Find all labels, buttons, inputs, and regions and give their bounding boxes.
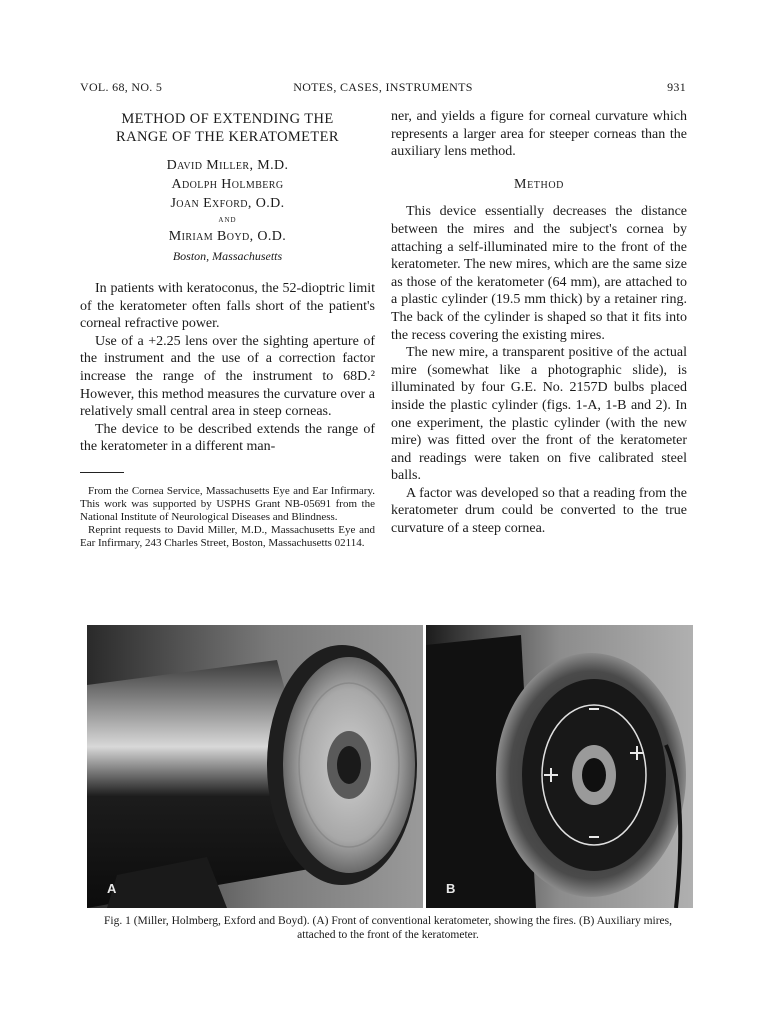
volume-number: VOL. 68, NO. 5 — [80, 80, 163, 94]
body-paragraph-continued: ner, and yields a figure for corneal curvature which represents a larger area for steeper corneas than the auxiliary lens method. — [391, 109, 687, 160]
footnote-reprints: Reprint requests to David Miller, M.D., Massachusetts Eye and Ear Infirmary, 243 Charles Street, Boston, Massachusetts 02114. — [80, 523, 375, 549]
body-paragraph: In patients with keratoconus, the 52-dioptric limit of the keratometer often falls short of the patient's corneal refractive power. — [80, 281, 375, 332]
title-line-2: RANGE OF THE KERATOMETER — [116, 129, 339, 145]
photo-auxiliary-mires — [426, 625, 693, 908]
article-title — [80, 110, 375, 146]
title-line-1: METHOD OF EXTENDING THE — [121, 111, 334, 127]
right-column — [391, 108, 687, 538]
footnote-rule — [80, 472, 124, 473]
figure-caption: Fig. 1 (Miller, Holmberg, Exford and Boyd). (A) Front of conventional keratometer, showing the fires. (B) Auxiliary mires, attached to the front of the keratometer. — [103, 915, 672, 941]
method-heading: Method — [514, 176, 564, 192]
photo-conventional-keratometer — [87, 625, 423, 908]
author-exford: Joan Exford, O.D. — [170, 196, 285, 211]
author-list — [80, 156, 375, 266]
page-number: 931 — [667, 80, 686, 94]
body-paragraph: Use of a +2.25 lens over the sighting aperture of the instrument and the use of a correction factor increase the range of the instrument to 68D.² However, this method measures the curvature over a relatively small central area in steep corneas. — [80, 333, 375, 420]
method-paragraph: This device essentially decreases the distance between the mires and the subject's cornea by attaching a self-illuminated mire to the front of the keratometer. The new mires, which are the same size as those of the keratometer (64 mm), are attached to a plastic cylinder (19.5 mm thick) by a retainer ring. The back of the cylinder is shaped so that it fits into the recess covering the existing mires. — [391, 204, 687, 343]
method-paragraph: A factor was developed so that a reading from the keratometer drum could be converted to the true curvature of a steep cornea. — [391, 485, 687, 537]
method-paragraph: The new mire, a transparent positive of the actual mire (somewhat like a photographic slide), is illuminated by four G.E. No. 2157D bulbs placed inside the plastic cylinder (figs. 1-A, 1-B and 2). In one experiment, the plastic cylinder (with the new mire) was fitted over the front of the keratometer and readings were taken on five calibrated steel balls. — [391, 345, 687, 484]
author-conjunction: and — [218, 214, 237, 225]
figure-1 — [87, 625, 693, 908]
author-miller: David Miller, M.D. — [166, 158, 289, 173]
author-holmberg: Adolph Holmberg — [171, 177, 284, 192]
author-boyd: Miriam Boyd, O.D. — [168, 229, 287, 244]
panel-label-a: A — [107, 881, 117, 896]
keratometer-photo-b — [426, 625, 693, 908]
keratometer-photo-a — [87, 625, 423, 908]
left-column — [80, 108, 375, 550]
section-title: NOTES, CASES, INSTRUMENTS — [293, 80, 473, 94]
footnote-funding: From the Cornea Service, Massachusetts Eye and Ear Infirmary. This work was supported by USPHS Grant NB-05691 from the National Institute of Neurological Diseases and Blindness. — [80, 484, 375, 523]
panel-label-b: B — [446, 881, 456, 896]
affiliation: Boston, Massachusetts — [172, 249, 283, 263]
body-paragraph: The device to be described extends the range of the keratometer in a different man- — [80, 421, 375, 455]
running-header — [80, 80, 686, 98]
